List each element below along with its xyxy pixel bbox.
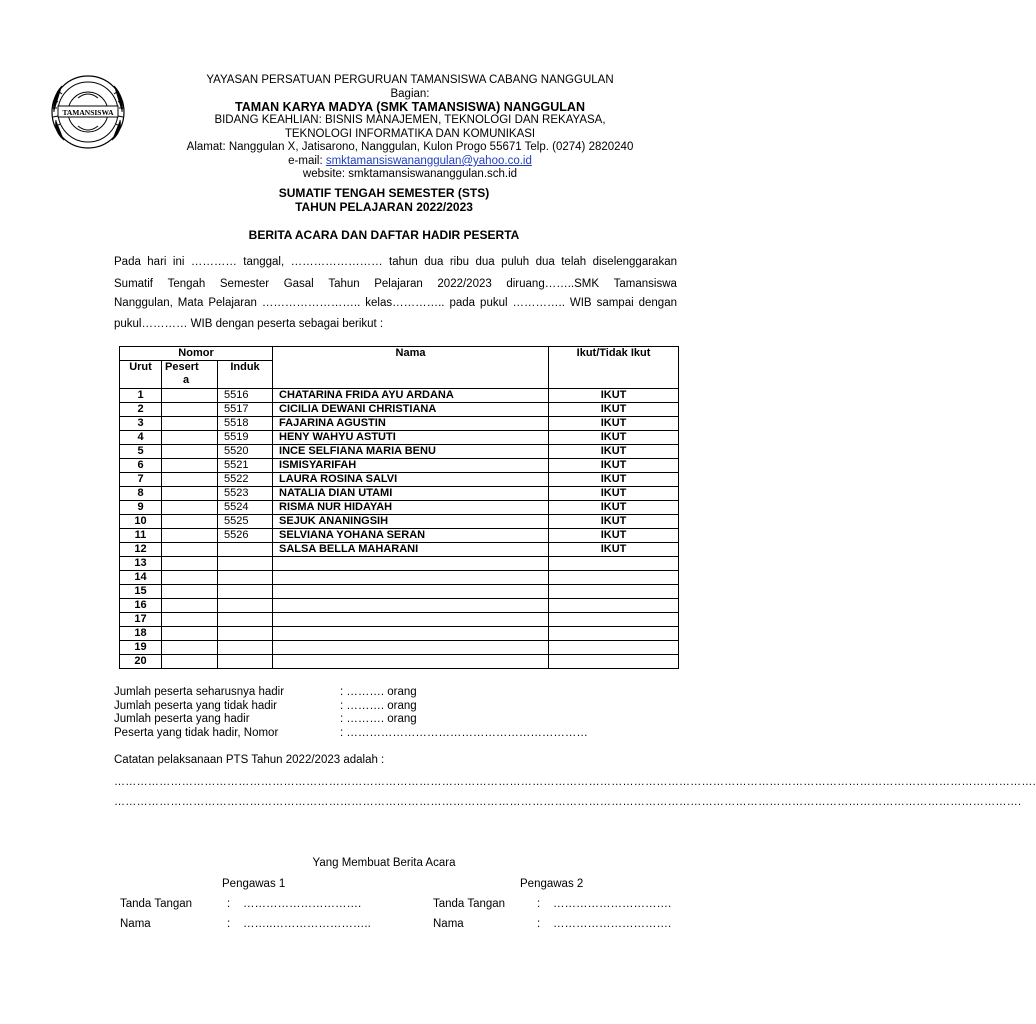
p1-nama-colon: : (227, 918, 231, 930)
row-ikut: IKUT (549, 543, 679, 557)
row-induk: 5519 (218, 431, 273, 445)
row-peserta (162, 571, 218, 585)
row-urut: 4 (120, 431, 162, 445)
row-urut: 9 (120, 501, 162, 515)
row-peserta (162, 501, 218, 515)
email-link[interactable]: smktamansiswananggulan@yahoo.co.id (325, 155, 532, 167)
p1-nama-field[interactable]: ……..…………………….. (243, 918, 371, 930)
summary-value-2: : ………. orang (340, 700, 417, 712)
paragraph-word: kelas………….. (365, 297, 445, 309)
paragraph-line-2 (114, 277, 677, 291)
notes-label: Catatan pelaksanaan PTS Tahun 2022/2023 adalah : (114, 754, 385, 766)
row-nama: RISMA NUR HIDAYAH (273, 501, 549, 515)
table-row (120, 655, 679, 669)
row-urut: 15 (120, 585, 162, 599)
field-line-1: BIDANG KEAHLIAN: BISNIS MANAJEMEN, TEKNOLOGI DAN REKAYASA, (214, 114, 606, 126)
paragraph-word: ribu (449, 256, 470, 268)
paragraph-word: ………….. (512, 297, 565, 309)
email-label: e-mail: (288, 155, 326, 167)
p1-ttd-field[interactable]: …………………………. (243, 898, 362, 910)
row-peserta (162, 543, 218, 557)
paragraph-word: puluh (501, 256, 530, 268)
row-urut: 3 (120, 417, 162, 431)
row-peserta (162, 599, 218, 613)
row-induk: 5524 (218, 501, 273, 515)
row-nama (273, 655, 549, 669)
field-line-2: TEKNOLOGI INFORMATIKA DAN KOMUNIKASI (284, 128, 536, 140)
row-ikut: IKUT (549, 501, 679, 515)
row-induk: 5525 (218, 515, 273, 529)
row-ikut: IKUT (549, 445, 679, 459)
row-peserta (162, 585, 218, 599)
table-row (120, 417, 679, 431)
row-induk: 5523 (218, 487, 273, 501)
row-nama (273, 599, 549, 613)
paragraph-line-1 (114, 255, 677, 269)
paragraph-word: dengan (638, 297, 677, 309)
paragraph-word: pukul (480, 297, 508, 309)
paragraph-word: Tamansiswa (613, 278, 677, 290)
table-row (120, 529, 679, 543)
pengawas-1-title: Pengawas 1 (222, 878, 286, 890)
row-nama: SELVIANA YOHANA SERAN (273, 529, 549, 543)
row-nama (273, 571, 549, 585)
row-urut: 1 (120, 389, 162, 403)
table-row (120, 515, 679, 529)
p2-ttd-colon: : (537, 898, 541, 910)
row-peserta (162, 389, 218, 403)
paragraph-word: Tengah (167, 278, 206, 290)
summary-value-3: : ………. orang (340, 713, 417, 725)
row-peserta (162, 613, 218, 627)
school-address: Alamat: Nanggulan X, Jatisarono, Nanggulan, Kulon Progo 55671 Telp. (0274) 2820240 (186, 141, 634, 153)
row-induk (218, 571, 273, 585)
row-induk (218, 599, 273, 613)
row-peserta (162, 445, 218, 459)
table-row (120, 389, 679, 403)
paragraph-word: hari (147, 256, 167, 268)
row-nama: LAURA ROSINA SALVI (273, 473, 549, 487)
header-nama: Nama (273, 347, 549, 389)
paragraph-line-3 (114, 296, 677, 310)
row-induk (218, 641, 273, 655)
row-induk (218, 627, 273, 641)
table-row (120, 543, 679, 557)
row-induk: 5518 (218, 417, 273, 431)
row-peserta (162, 515, 218, 529)
p2-nama-label: Nama (433, 918, 464, 930)
row-urut: 14 (120, 571, 162, 585)
table-row (120, 627, 679, 641)
row-urut: 10 (120, 515, 162, 529)
row-nama: NATALIA DIAN UTAMI (273, 487, 549, 501)
tamansiswa-emblem-icon (48, 72, 128, 152)
row-urut: 13 (120, 557, 162, 571)
school-name: TAMAN KARYA MADYA (SMK TAMANSISWA) NANGGULAN (235, 100, 585, 114)
table-row (120, 571, 679, 585)
row-induk: 5517 (218, 403, 273, 417)
row-peserta (162, 641, 218, 655)
paragraph-word: Pelajaran (374, 278, 423, 290)
signature-title: Yang Membuat Berita Acara (312, 857, 456, 869)
table-row (120, 431, 679, 445)
table-row (120, 445, 679, 459)
row-peserta (162, 529, 218, 543)
row-nama (273, 557, 549, 571)
paragraph-word: WIB (569, 297, 592, 309)
row-nama (273, 627, 549, 641)
paragraph-word: Pelajaran (208, 297, 257, 309)
header-urut: Urut (120, 361, 162, 389)
summary-value-4: : ……………………………………………………… (340, 727, 588, 739)
paragraph-word: 2022/2023 (437, 278, 492, 290)
doc-year: TAHUN PELAJARAN 2022/2023 (295, 200, 473, 214)
table-row (120, 501, 679, 515)
paragraph-word: Nanggulan, (114, 297, 173, 309)
row-ikut (549, 641, 679, 655)
table-row (120, 459, 679, 473)
row-induk: 5521 (218, 459, 273, 473)
row-peserta (162, 627, 218, 641)
paragraph-word: pada (449, 297, 476, 309)
foundation-name: YAYASAN PERSATUAN PERGURUAN TAMANSISWA CABANG NANGGULAN (206, 74, 614, 86)
row-induk (218, 585, 273, 599)
header-induk: Induk (218, 361, 273, 389)
paragraph-word: tahun (389, 256, 418, 268)
row-nama (273, 585, 549, 599)
part-label: Bagian: (390, 88, 430, 100)
row-ikut: IKUT (549, 515, 679, 529)
row-urut: 16 (120, 599, 162, 613)
paragraph-word: diselenggarakan (592, 256, 677, 268)
row-nama: SEJUK ANANINGSIH (273, 515, 549, 529)
doc-title: SUMATIF TENGAH SEMESTER (STS) (278, 186, 490, 200)
row-urut: 8 (120, 487, 162, 501)
row-ikut: IKUT (549, 529, 679, 543)
attendance-rows (120, 389, 679, 669)
row-urut: 17 (120, 613, 162, 627)
row-nama: INCE SELFIANA MARIA BENU (273, 445, 549, 459)
table-row (120, 557, 679, 571)
paragraph-word: dua (424, 256, 444, 268)
row-ikut (549, 599, 679, 613)
row-nama: ISMISYARIFAH (273, 459, 549, 473)
summary-label-2: Jumlah peserta yang tidak hadir (114, 700, 278, 712)
attendance-table (119, 346, 679, 669)
row-induk (218, 557, 273, 571)
summary-value-1: : ………. orang (340, 686, 417, 698)
row-urut: 5 (120, 445, 162, 459)
row-urut: 12 (120, 543, 162, 557)
row-peserta (162, 487, 218, 501)
paragraph-word: Mata (177, 297, 204, 309)
paragraph-word: dua (475, 256, 495, 268)
table-row (120, 599, 679, 613)
table-row (120, 613, 679, 627)
table-row (120, 487, 679, 501)
p1-ttd-colon: : (227, 898, 231, 910)
row-induk (218, 613, 273, 627)
paragraph-word: Sumatif (114, 278, 153, 290)
paragraph-word: Gasal (283, 278, 314, 290)
row-peserta (162, 473, 218, 487)
paragraph-line-4: pukul………… WIB dengan peserta sebagai berikut : (114, 318, 384, 330)
paragraph-word: tanggal, (243, 256, 285, 268)
row-urut: 20 (120, 655, 162, 669)
paragraph-word: telah (561, 256, 587, 268)
row-peserta (162, 557, 218, 571)
school-logo (48, 72, 128, 152)
row-ikut: IKUT (549, 403, 679, 417)
paragraph-word: diruang……..SMK (506, 278, 600, 290)
row-urut: 19 (120, 641, 162, 655)
paragraph-word: sampai (596, 297, 634, 309)
p2-nama-field[interactable]: …………………………. (553, 918, 672, 930)
row-ikut: IKUT (549, 417, 679, 431)
row-urut: 11 (120, 529, 162, 543)
p2-ttd-field[interactable]: …………………………. (553, 898, 672, 910)
paragraph-word: dua (535, 256, 555, 268)
pengawas-2-title: Pengawas 2 (520, 878, 584, 890)
summary-label-4: Peserta yang tidak hadir, Nomor (114, 727, 279, 739)
p1-ttd-label: Tanda Tangan (120, 898, 193, 910)
row-urut: 6 (120, 459, 162, 473)
row-ikut: IKUT (549, 487, 679, 501)
table-row (120, 641, 679, 655)
header-ikut: Ikut/Tidak Ikut (549, 347, 679, 389)
summary-label-3: Jumlah peserta yang hadir (114, 713, 250, 725)
row-peserta (162, 403, 218, 417)
row-ikut (549, 585, 679, 599)
row-induk: 5522 (218, 473, 273, 487)
paragraph-word: ………… (190, 256, 237, 268)
row-urut: 2 (120, 403, 162, 417)
row-peserta (162, 417, 218, 431)
row-induk (218, 655, 273, 669)
row-induk: 5520 (218, 445, 273, 459)
row-nama: CHATARINA FRIDA AYU ARDANA (273, 389, 549, 403)
row-ikut (549, 613, 679, 627)
row-urut: 7 (120, 473, 162, 487)
paragraph-word: Pada (114, 256, 141, 268)
row-peserta (162, 459, 218, 473)
table-row (120, 473, 679, 487)
email-line (130, 155, 690, 168)
summary-label-1: Jumlah peserta seharusnya hadir (114, 686, 285, 698)
p1-nama-label: Nama (120, 918, 151, 930)
header-nomor: Nomor (120, 347, 273, 361)
row-ikut (549, 627, 679, 641)
row-nama (273, 613, 549, 627)
row-ikut (549, 655, 679, 669)
row-nama: CICILIA DEWANI CHRISTIANA (273, 403, 549, 417)
paragraph-word: ini (172, 256, 185, 268)
logo-text: TAMANSISWA (62, 108, 114, 117)
row-peserta (162, 655, 218, 669)
paragraph-word: Semester (219, 278, 270, 290)
table-row (120, 585, 679, 599)
paragraph-word: Tahun (328, 278, 360, 290)
row-ikut (549, 557, 679, 571)
website-line: website: smktamansiswananggulan.sch.id (302, 168, 518, 180)
row-urut: 18 (120, 627, 162, 641)
row-nama: HENY WAHYU ASTUTI (273, 431, 549, 445)
row-ikut: IKUT (549, 431, 679, 445)
paragraph-word: …………………… (290, 256, 383, 268)
row-induk (218, 543, 273, 557)
row-peserta (162, 431, 218, 445)
row-ikut: IKUT (549, 459, 679, 473)
row-ikut (549, 571, 679, 585)
paragraph-word: …………………….. (261, 297, 361, 309)
row-induk: 5526 (218, 529, 273, 543)
row-ikut: IKUT (549, 389, 679, 403)
row-ikut: IKUT (549, 473, 679, 487)
p2-ttd-label: Tanda Tangan (433, 898, 506, 910)
row-nama (273, 641, 549, 655)
header-peserta: Pesert a (162, 361, 218, 389)
p2-nama-colon: : (537, 918, 541, 930)
notes-line-1: …………………………………………………………………………………………………………………………………………………………………………………………………………….…………. (114, 776, 1036, 788)
table-row (120, 403, 679, 417)
row-nama: SALSA BELLA MAHARANI (273, 543, 549, 557)
row-induk: 5516 (218, 389, 273, 403)
doc-subtitle: BERITA ACARA DAN DAFTAR HADIR PESERTA (248, 228, 520, 242)
notes-line-2: ……………………………………………………………………………………………………………………………………………………………………………………………………………………. (114, 796, 1022, 808)
row-nama: FAJARINA AGUSTIN (273, 417, 549, 431)
